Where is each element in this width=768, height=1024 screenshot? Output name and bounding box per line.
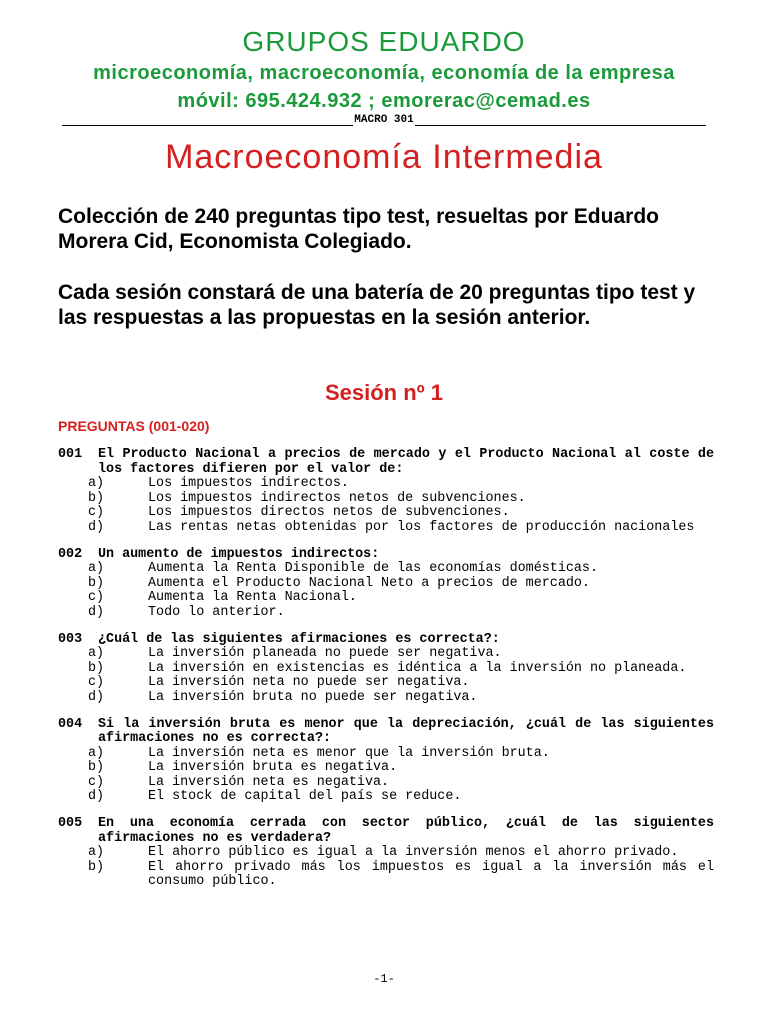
option-letter: b) <box>88 859 105 875</box>
option-letter: a) <box>88 476 105 492</box>
answer-option <box>58 676 714 691</box>
answer-option <box>58 776 714 791</box>
option-text: Los impuestos indirectos. <box>148 476 349 492</box>
answer-option <box>58 691 714 706</box>
brand-subtitle: microeconomía, macroeconomía, economía de la empresa <box>93 62 675 84</box>
question-number: 005 <box>58 816 83 832</box>
question-item <box>58 718 714 806</box>
question-item <box>58 448 714 536</box>
option-text: La inversión bruta no puede ser negativa. <box>148 689 478 705</box>
option-letter: c) <box>88 505 105 521</box>
option-letter: c) <box>88 590 105 606</box>
page-title: Macroeconomía Intermedia <box>165 138 603 176</box>
answer-option <box>58 521 714 536</box>
question-item <box>58 817 714 890</box>
question-number: 001 <box>58 447 83 462</box>
option-letter: d) <box>88 604 105 620</box>
answer-option <box>58 647 714 662</box>
option-text: Aumenta el Producto Nacional Neto a precios de mercado. <box>148 575 590 591</box>
option-letter: b) <box>88 660 105 676</box>
intro-paragraph-2: Cada sesión constará de una batería de 20 preguntas tipo test y las respuestas a las propuestas en la sesión anterior. <box>58 281 696 329</box>
option-letter: a) <box>88 745 105 761</box>
option-letter: b) <box>88 490 105 506</box>
question-row <box>58 448 714 477</box>
question-number: 002 <box>58 546 83 562</box>
answer-option <box>58 492 714 507</box>
option-letter: d) <box>88 519 105 535</box>
option-letter: b) <box>88 760 105 776</box>
question-text: Un aumento de impuestos indirectos: <box>98 546 380 562</box>
intro-paragraph-1: Colección de 240 preguntas tipo test, resueltas por Eduardo Morera Cid, Economista Colegiado. <box>58 205 659 253</box>
brand-title: GRUPOS EDUARDO <box>242 26 526 57</box>
option-text: La inversión neta no puede ser negativa. <box>148 675 470 691</box>
answer-option <box>58 861 714 890</box>
answer-option <box>58 747 714 762</box>
option-text: Todo lo anterior. <box>148 604 285 620</box>
option-letter: c) <box>88 675 105 691</box>
option-text: El ahorro privado más los impuestos es igual a la inversión más el consumo público. <box>148 859 714 890</box>
document-code: MACRO 301 <box>354 114 414 126</box>
option-letter: b) <box>88 575 105 591</box>
question-item <box>58 548 714 621</box>
question-list <box>58 448 714 902</box>
answer-option <box>58 606 714 621</box>
rule-line-right <box>415 115 706 126</box>
question-text: Si la inversión bruta es menor que la depreciación, ¿cuál de las siguientes afirmaciones no es correcta?: <box>98 716 714 747</box>
answer-option <box>58 761 714 776</box>
answer-option <box>58 846 714 861</box>
option-text: Aumenta la Renta Disponible de las economías domésticas. <box>148 561 598 577</box>
option-text: Las rentas netas obtenidas por los factores de producción nacionales <box>148 519 695 535</box>
question-text: ¿Cuál de las siguientes afirmaciones es correcta?: <box>98 631 500 647</box>
option-text: La inversión en existencias es idéntica a la inversión no planeada. <box>148 660 687 676</box>
question-text: El Producto Nacional a precios de mercado y el Producto Nacional al coste de los factores difieren por el valor de: <box>98 447 714 477</box>
answer-option <box>58 591 714 606</box>
option-text: La inversión planeada no puede ser negativa. <box>148 646 502 662</box>
option-letter: a) <box>88 646 105 662</box>
questions-heading: PREGUNTAS (001-020) <box>58 418 210 434</box>
page-number: -1- <box>373 972 395 986</box>
option-letter: c) <box>88 774 105 790</box>
contact-line: móvil: 695.424.932 ; emorerac@cemad.es <box>177 90 591 112</box>
option-text: La inversión neta es menor que la inversión bruta. <box>148 745 550 761</box>
answer-option <box>58 477 714 492</box>
question-item <box>58 633 714 706</box>
question-number: 004 <box>58 716 83 732</box>
question-number: 003 <box>58 631 83 647</box>
option-letter: d) <box>88 689 105 705</box>
option-text: Los impuestos directos netos de subvenciones. <box>148 505 510 521</box>
option-text: El ahorro público es igual a la inversión menos el ahorro privado. <box>148 845 679 861</box>
answer-option <box>58 562 714 577</box>
answer-option <box>58 790 714 805</box>
option-text: Los impuestos indirectos netos de subvenciones. <box>148 490 526 506</box>
question-text: En una economía cerrada con sector público, ¿cuál de las siguientes afirmaciones no es verdadera? <box>98 816 714 846</box>
question-row <box>58 633 714 648</box>
header-rule <box>62 114 706 126</box>
rule-line-left <box>62 115 353 126</box>
answer-option <box>58 506 714 521</box>
option-text: La inversión bruta es negativa. <box>148 760 398 776</box>
question-row <box>58 817 714 846</box>
question-row <box>58 718 714 747</box>
option-letter: d) <box>88 789 105 805</box>
option-letter: a) <box>88 561 105 577</box>
option-text: La inversión neta es negativa. <box>148 774 390 790</box>
answer-option <box>58 662 714 677</box>
option-text: Aumenta la Renta Nacional. <box>148 590 357 606</box>
answer-option <box>58 577 714 592</box>
session-heading: Sesión nº 1 <box>324 380 444 405</box>
question-row <box>58 548 714 563</box>
option-letter: a) <box>88 845 105 861</box>
option-text: El stock de capital del país se reduce. <box>148 789 462 805</box>
